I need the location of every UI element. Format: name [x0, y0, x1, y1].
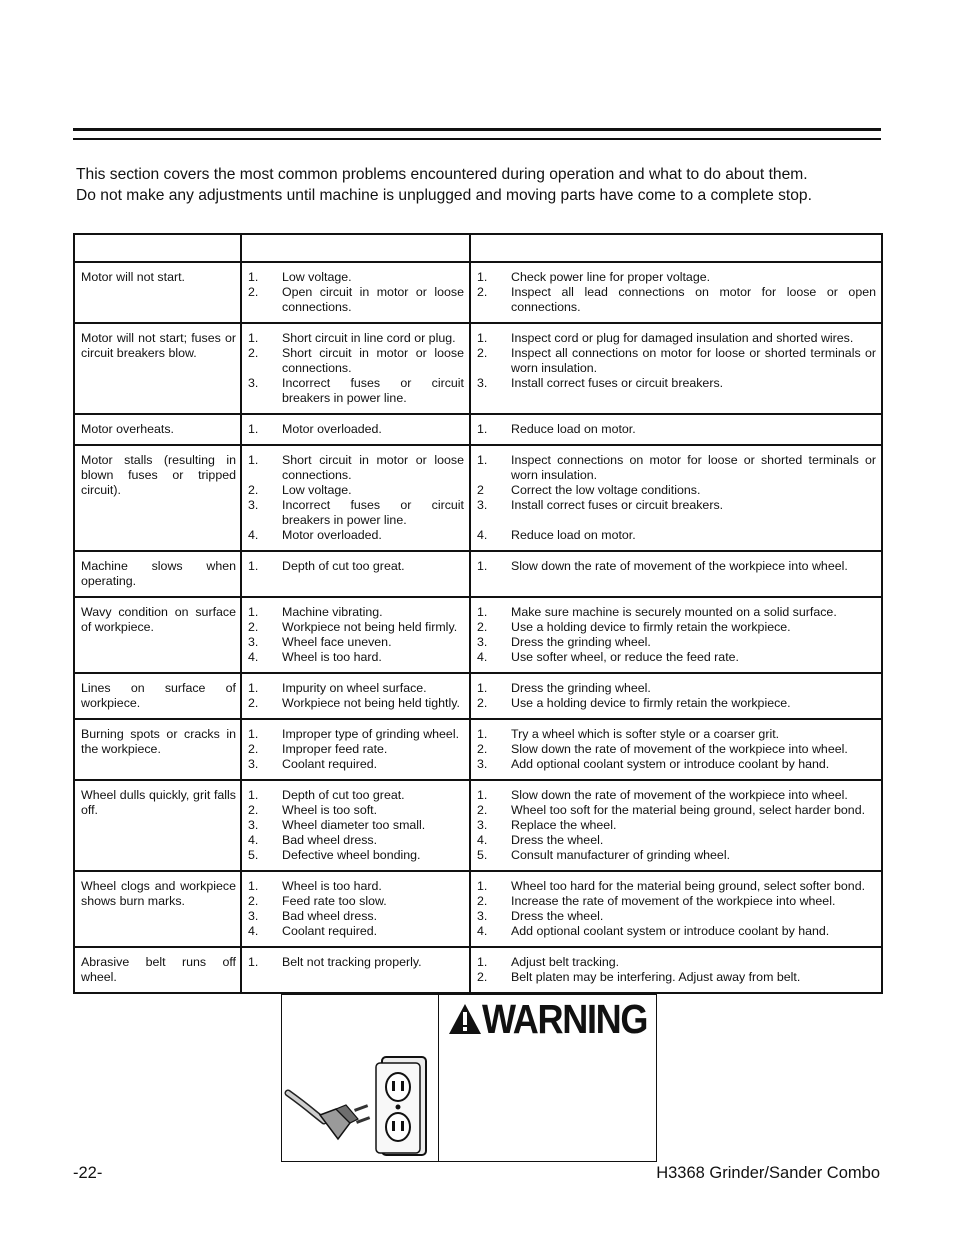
list-item	[248, 528, 464, 543]
table-row	[74, 871, 882, 947]
list-item	[248, 833, 464, 848]
list-item	[477, 696, 876, 711]
table-row	[74, 323, 882, 414]
correction-cell	[470, 947, 882, 993]
table-row	[74, 551, 882, 597]
plug-and-outlet-icon	[284, 1043, 436, 1164]
symptom-cell: Motor stalls (resulting in blown fuses or tripped circuit).	[74, 445, 241, 551]
item-number: 2.	[248, 483, 259, 497]
correction-cell	[470, 871, 882, 947]
item-number: 3.	[248, 818, 259, 832]
symptom-cell: Motor will not start.	[74, 262, 241, 323]
list-item	[477, 970, 876, 985]
item-number: 4.	[477, 650, 488, 664]
item-text: Motor overloaded.	[282, 422, 382, 436]
item-text: Adjust belt tracking.	[511, 955, 620, 969]
item-text: Open circuit in motor or loose connections.	[282, 285, 464, 314]
item-text: Install correct fuses or circuit breakers.	[511, 376, 724, 390]
table-body	[74, 262, 882, 993]
item-text: Impurity on wheel surface.	[282, 681, 427, 695]
warning-divider	[438, 995, 439, 1161]
item-text: Bad wheel dress.	[282, 909, 378, 923]
symptom-cell: Wheel dulls quickly, grit falls off.	[74, 780, 241, 871]
item-number: 3.	[477, 818, 488, 832]
item-text: Belt platen may be interfering. Adjust away from belt.	[511, 970, 801, 984]
item-text: Low voltage.	[282, 270, 352, 284]
item-number: 3.	[477, 757, 488, 771]
item-text: Consult manufacturer of grinding wheel.	[511, 848, 731, 862]
list-item	[477, 650, 876, 665]
item-text: Wheel too hard for the material being ground, select softer bond.	[511, 879, 866, 893]
item-number: 1.	[477, 727, 488, 741]
correction-cell	[470, 551, 882, 597]
list-item	[248, 788, 464, 803]
list-item	[248, 894, 464, 909]
item-number: 1.	[477, 422, 488, 436]
item-text: Defective wheel bonding.	[282, 848, 421, 862]
item-number: 3.	[248, 376, 259, 390]
item-number: 1.	[477, 453, 488, 467]
item-text: Coolant required.	[282, 757, 378, 771]
item-text: Wheel diameter too small.	[282, 818, 426, 832]
correction-cell	[470, 673, 882, 719]
item-number: 4.	[248, 924, 259, 938]
list-item	[248, 635, 464, 650]
item-number: 2.	[477, 346, 488, 360]
item-number: 1.	[248, 453, 259, 467]
intro-line-2: Do not make any adjustments until machine is unplugged and moving parts have come to a complete stop.	[76, 187, 812, 204]
correction-cell	[470, 323, 882, 414]
warning-box	[281, 994, 657, 1162]
item-number: 2	[477, 483, 484, 497]
list-item	[477, 453, 876, 483]
list-item	[248, 848, 464, 863]
top-rule-secondary	[73, 138, 881, 140]
top-rule	[73, 128, 881, 131]
item-number: 2.	[248, 803, 259, 817]
list-item	[248, 696, 464, 711]
item-number: 1.	[248, 788, 259, 802]
item-number: 3.	[477, 635, 488, 649]
table-header-row	[74, 234, 882, 262]
item-text: Wheel face uneven.	[282, 635, 392, 649]
item-number: 4.	[477, 924, 488, 938]
list-item	[248, 818, 464, 833]
list-item	[248, 331, 464, 346]
item-number	[477, 513, 511, 528]
item-number: 5.	[248, 848, 259, 862]
item-text: Short circuit in motor or loose connections.	[282, 346, 464, 375]
item-text: Wheel too soft for the material being ground, select harder bond.	[511, 803, 866, 817]
item-text: Add optional coolant system or introduce coolant by hand.	[511, 924, 830, 938]
item-text: Use softer wheel, or reduce the feed rate.	[511, 650, 739, 664]
item-text: Check power line for proper voltage.	[511, 270, 711, 284]
item-text: Try a wheel which is softer style or a coarser grit.	[511, 727, 780, 741]
item-text: Dress the wheel.	[511, 909, 604, 923]
item-text: Make sure machine is securely mounted on a solid surface.	[511, 605, 837, 619]
item-text: Replace the wheel.	[511, 818, 617, 832]
item-text: Depth of cut too great.	[282, 788, 405, 802]
item-text: Reduce load on motor.	[511, 528, 636, 542]
item-text: Dress the grinding wheel.	[511, 681, 651, 695]
item-text: Feed rate too slow.	[282, 894, 387, 908]
list-item	[477, 331, 876, 346]
item-number: 2.	[248, 696, 259, 710]
item-number: 1.	[477, 955, 488, 969]
item-number: 1.	[248, 331, 259, 345]
item-number: 1.	[248, 681, 259, 695]
item-number: 1.	[477, 559, 488, 573]
item-text: Wheel is too hard.	[282, 879, 382, 893]
item-number: 3.	[477, 376, 488, 390]
item-text: Correct the low voltage conditions.	[511, 483, 701, 497]
table-row	[74, 780, 882, 871]
item-number: 1.	[477, 681, 488, 695]
item-text: Belt not tracking properly.	[282, 955, 422, 969]
correction-cell	[470, 719, 882, 780]
item-text: Slow down the rate of movement of the workpiece into wheel.	[511, 742, 848, 756]
list-item	[477, 620, 876, 635]
item-text: Short circuit in line cord or plug.	[282, 331, 456, 345]
cause-cell	[241, 323, 470, 414]
item-number: 1.	[477, 270, 488, 284]
list-item	[477, 346, 876, 376]
list-item	[248, 346, 464, 376]
list-item	[477, 376, 876, 391]
cause-cell	[241, 871, 470, 947]
list-item	[477, 757, 876, 772]
item-number: 1.	[477, 331, 488, 345]
item-text: Dress the grinding wheel.	[511, 635, 651, 649]
item-text: Inspect cord or plug for damaged insulation and shorted wires.	[511, 331, 854, 345]
item-number: 2.	[248, 285, 259, 299]
list-item	[248, 422, 464, 437]
list-item	[248, 483, 464, 498]
cause-cell	[241, 551, 470, 597]
list-item	[477, 818, 876, 833]
correction-cell	[470, 262, 882, 323]
item-number: 4.	[248, 833, 259, 847]
item-number: 3.	[248, 909, 259, 923]
symptom-cell: Motor will not start; fuses or circuit breakers blow.	[74, 323, 241, 414]
item-number: 1.	[477, 605, 488, 619]
item-number: 2.	[248, 346, 259, 360]
list-item	[477, 498, 876, 513]
cause-cell	[241, 719, 470, 780]
item-number: 2.	[477, 620, 488, 634]
list-item	[477, 681, 876, 696]
item-number: 2.	[477, 894, 488, 908]
item-number: 2.	[477, 285, 488, 299]
intro-text	[76, 164, 882, 206]
list-item	[477, 803, 876, 818]
item-number: 2.	[477, 970, 488, 984]
cause-cell	[241, 673, 470, 719]
item-text: Improper feed rate.	[282, 742, 388, 756]
list-item	[248, 742, 464, 757]
item-text: Inspect connections on motor for loose or shorted terminals or worn insulation.	[511, 453, 876, 482]
item-text: Low voltage.	[282, 483, 352, 497]
table-row	[74, 719, 882, 780]
table-row	[74, 414, 882, 445]
cause-cell	[241, 780, 470, 871]
list-item	[248, 453, 464, 483]
cause-cell	[241, 445, 470, 551]
list-item	[477, 742, 876, 757]
list-item	[477, 788, 876, 803]
footer-model-title: H3368 Grinder/Sander Combo	[656, 1164, 880, 1182]
item-number: 2.	[477, 696, 488, 710]
item-text: Improper type of grinding wheel.	[282, 727, 460, 741]
item-text: Use a holding device to firmly retain the workpiece.	[511, 620, 791, 634]
list-item	[477, 605, 876, 620]
item-text: Depth of cut too great.	[282, 559, 405, 573]
symptom-cell: Wavy condition on surface of workpiece.	[74, 597, 241, 673]
list-item	[248, 620, 464, 635]
item-text: Motor overloaded.	[282, 528, 382, 542]
item-number: 3.	[477, 498, 488, 512]
correction-cell	[470, 445, 882, 551]
item-number: 2.	[248, 620, 259, 634]
item-text: Dress the wheel.	[511, 833, 604, 847]
header-cause	[241, 234, 470, 262]
symptom-cell: Machine slows when operating.	[74, 551, 241, 597]
list-item	[248, 924, 464, 939]
item-text: Increase the rate of movement of the workpiece into wheel.	[511, 894, 836, 908]
symptom-cell: Abrasive belt runs off wheel.	[74, 947, 241, 993]
item-text: Workpiece not being held firmly.	[282, 620, 458, 634]
list-item	[248, 376, 464, 406]
list-item	[477, 635, 876, 650]
list-item	[477, 559, 876, 574]
item-text: Wheel is too hard.	[282, 650, 382, 664]
item-number: 4.	[248, 650, 259, 664]
list-item	[248, 909, 464, 924]
list-item	[477, 285, 876, 315]
item-text: Short circuit in motor or loose connections.	[282, 453, 464, 482]
warning-triangle-icon	[448, 1003, 482, 1035]
item-number: 1.	[248, 270, 259, 284]
page-number: -22-	[73, 1164, 103, 1182]
list-item	[248, 605, 464, 620]
item-text: Slow down the rate of movement of the workpiece into wheel.	[511, 788, 848, 802]
item-number: 3.	[248, 498, 259, 512]
list-item	[248, 285, 464, 315]
list-item	[248, 498, 464, 528]
item-number: 1.	[248, 955, 259, 969]
list-item	[477, 833, 876, 848]
troubleshooting-table	[73, 233, 883, 994]
item-text	[511, 513, 876, 528]
list-item	[248, 757, 464, 772]
symptom-cell: Wheel clogs and workpiece shows burn marks.	[74, 871, 241, 947]
item-number: 4.	[248, 528, 259, 542]
item-number: 5.	[477, 848, 488, 862]
cause-cell	[241, 262, 470, 323]
item-text: Use a holding device to firmly retain the workpiece.	[511, 696, 791, 710]
cause-cell	[241, 597, 470, 673]
correction-cell	[470, 414, 882, 445]
list-item	[477, 483, 876, 498]
intro-line-1: This section covers the most common problems encountered during operation and what to do about them.	[76, 166, 808, 183]
list-item	[477, 848, 876, 863]
item-number: 1.	[248, 879, 259, 893]
item-number: 4.	[477, 833, 488, 847]
item-number: 1.	[477, 788, 488, 802]
item-number: 1.	[248, 727, 259, 741]
list-item	[477, 879, 876, 894]
table-row	[74, 947, 882, 993]
table-row	[74, 673, 882, 719]
item-number: 2.	[477, 742, 488, 756]
list-item	[477, 924, 876, 939]
item-text: Slow down the rate of movement of the workpiece into wheel.	[511, 559, 848, 573]
table-row	[74, 262, 882, 323]
list-item	[477, 955, 876, 970]
list-item	[248, 803, 464, 818]
item-text: Incorrect fuses or circuit breakers in power line.	[282, 498, 464, 527]
item-text: Coolant required.	[282, 924, 378, 938]
item-text: Reduce load on motor.	[511, 422, 636, 436]
list-item	[248, 879, 464, 894]
item-number: 2.	[248, 894, 259, 908]
cause-cell	[241, 414, 470, 445]
symptom-cell: Motor overheats.	[74, 414, 241, 445]
list-item	[248, 559, 464, 574]
item-text: Inspect all lead connections on motor for loose or open connections.	[511, 285, 876, 314]
symptom-cell: Burning spots or cracks in the workpiece.	[74, 719, 241, 780]
list-item	[477, 727, 876, 742]
symptom-cell: Lines on surface of workpiece.	[74, 673, 241, 719]
list-item	[248, 727, 464, 742]
item-number: 1.	[248, 559, 259, 573]
item-number: 1.	[477, 879, 488, 893]
item-number: 3.	[248, 757, 259, 771]
cause-cell	[241, 947, 470, 993]
list-item	[477, 909, 876, 924]
table-row	[74, 597, 882, 673]
header-correction	[470, 234, 882, 262]
list-item	[477, 513, 876, 528]
list-item	[477, 528, 876, 543]
item-text: Wheel is too soft.	[282, 803, 378, 817]
list-item	[477, 270, 876, 285]
list-item	[248, 270, 464, 285]
table-row	[74, 445, 882, 551]
list-item	[248, 681, 464, 696]
item-number: 3.	[477, 909, 488, 923]
list-item	[477, 422, 876, 437]
header-symptom	[74, 234, 241, 262]
item-text: Bad wheel dress.	[282, 833, 378, 847]
item-text: Workpiece not being held tightly.	[282, 696, 460, 710]
item-number: 4.	[477, 528, 488, 542]
item-number: 1.	[248, 422, 259, 436]
warning-header	[448, 996, 670, 1042]
item-number: 1.	[248, 605, 259, 619]
item-number: 3.	[248, 635, 259, 649]
correction-cell	[470, 597, 882, 673]
correction-cell	[470, 780, 882, 871]
item-text: Inspect all connections on motor for loose or shorted terminals or worn insulation.	[511, 346, 876, 375]
list-item	[248, 955, 464, 970]
item-number: 2.	[477, 803, 488, 817]
item-text: Incorrect fuses or circuit breakers in power line.	[282, 376, 464, 405]
warning-word: WARNING	[482, 996, 648, 1042]
list-item	[477, 894, 876, 909]
item-text: Add optional coolant system or introduce coolant by hand.	[511, 757, 830, 771]
item-text: Machine vibrating.	[282, 605, 383, 619]
list-item	[248, 650, 464, 665]
item-number: 2.	[248, 742, 259, 756]
item-text: Install correct fuses or circuit breakers.	[511, 498, 724, 512]
